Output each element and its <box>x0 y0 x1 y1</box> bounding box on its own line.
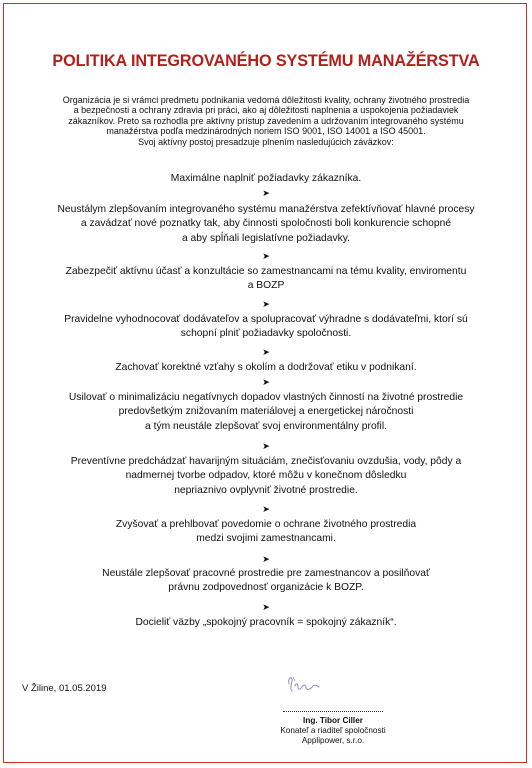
intro-line: manažérstva podľa medzinárodných noriem ISO 9001, ISO 14001 a ISO 45001. <box>106 126 426 137</box>
arrow-bullet-icon: ➤ <box>262 441 270 451</box>
commitment-line: Usilovať o minimalizáciu negatívnych dopadov vlastných činností na životné prostredie <box>68 392 464 403</box>
commitment-6 <box>20 391 512 434</box>
commitment-line: Docieliť väzby „spokojný pracovník = spokojný zákazník“. <box>135 617 397 628</box>
commitment-5 <box>20 361 512 375</box>
intro-line: zákazníkov. Preto sa rozhodla pre aktívny prístup zavedením a udržovaním integrovaného systému <box>68 115 464 126</box>
signature-line <box>283 711 383 712</box>
arrow-bullet-icon: ➤ <box>262 188 270 198</box>
commitment-line: nepriaznivo ovplyvniť životné prostredie. <box>174 484 358 496</box>
commitment-line: Zachovať korektné vzťahy s okolím a dodržovať etiku v podnikaní. <box>115 362 417 373</box>
signature-block <box>233 716 433 747</box>
commitment-line: právnu zodpovednosť organizácie k BOZP. <box>168 582 364 594</box>
intro-line: a bezpečnosti a ochrany zdravia pri práci, ako aj dôležitosti naplnenia a uspokojenia požiadaviek <box>73 105 459 116</box>
arrow-bullet-icon: ➤ <box>262 347 270 357</box>
arrow-bullet-icon: ➤ <box>262 504 270 514</box>
signer-role: Konateľ a riaditeľ spoločnosti <box>280 726 386 736</box>
commitment-line: Neustále zlepšovať pracovné prostredie pre zamestnancov a posilňovať <box>102 568 430 579</box>
handwritten-signature-icon <box>283 672 328 696</box>
commitment-line: Zabezpečiť aktívnu účasť a konzultácie so zamestnancami na tému kvality, enviromentu <box>65 266 467 277</box>
commitment-3 <box>20 265 512 294</box>
arrow-bullet-icon: ➤ <box>262 377 270 387</box>
commitment-1 <box>20 172 512 186</box>
commitment-line: schopní plniť požiadavky spoločnosti. <box>180 328 352 340</box>
commitment-9 <box>20 567 512 596</box>
commitment-7 <box>20 455 512 498</box>
arrow-bullet-icon: ➤ <box>262 602 270 612</box>
signer-name: Ing. Tibor Ciller <box>303 716 363 725</box>
commitment-line: Pravidelne vyhodnocovať dodávateľov a spolupracovať výhradne s dodávateľmi, ktorí sú <box>64 314 468 325</box>
commitment-4 <box>20 313 512 342</box>
signer-company: Applipower, s.r.o. <box>301 736 365 746</box>
commitment-line: a tým neustále zlepšovať svoj environmentálny profil. <box>145 420 387 432</box>
place-and-date: V Žiline, 01.05.2019 <box>22 683 107 694</box>
arrow-bullet-icon: ➤ <box>262 251 270 261</box>
intro-line: Svoj aktívny postoj presadzuje plnením nasledujúcich záväzkov: <box>138 136 394 147</box>
document-title: POLITIKA INTEGROVANÉHO SYSTÉMU MANAŽÉRSTVA <box>52 52 480 70</box>
arrow-bullet-icon: ➤ <box>262 299 270 309</box>
commitment-line: Maximálne naplniť požiadavky zákazníka. <box>170 173 362 184</box>
commitment-10 <box>20 616 512 630</box>
commitment-line: a BOZP <box>247 280 285 292</box>
commitment-line: Neustálym zlepšovaním integrovaného systému manažérstva zefektívňovať hlavné procesy <box>57 204 475 215</box>
commitment-line: a aby spĺňali legislatívne požiadavky. <box>181 232 351 244</box>
commitment-line: predovšetkým znižovaním materiálovej a energetickej náročnosti <box>118 406 414 418</box>
commitment-2 <box>20 203 512 246</box>
commitment-line: Preventívne predchádzať havarijným situáciám, znečisťovaniu ovzdušia, vody, pôdy a <box>70 456 462 467</box>
commitment-line: a zavádzať nové poznatky tak, aby činnosti spoločnosti boli konkurencie schopné <box>80 218 452 230</box>
commitment-line: Zvyšovať a prehlbovať povedomie o ochrane životného prostredia <box>115 519 417 530</box>
arrow-bullet-icon: ➤ <box>262 554 270 564</box>
commitment-8 <box>20 518 512 547</box>
commitment-line: nadmernej tvorbe odpadov, ktoré môžu v konečnom dôsledku <box>125 470 407 482</box>
commitment-line: medzi svojimi zamestnancami. <box>196 533 336 545</box>
intro-paragraph <box>22 95 510 147</box>
intro-line: Organizácia je si vrámci predmetu podnikania vedomá dôležitosti kvality, ochrany životného prostredia <box>62 95 470 105</box>
